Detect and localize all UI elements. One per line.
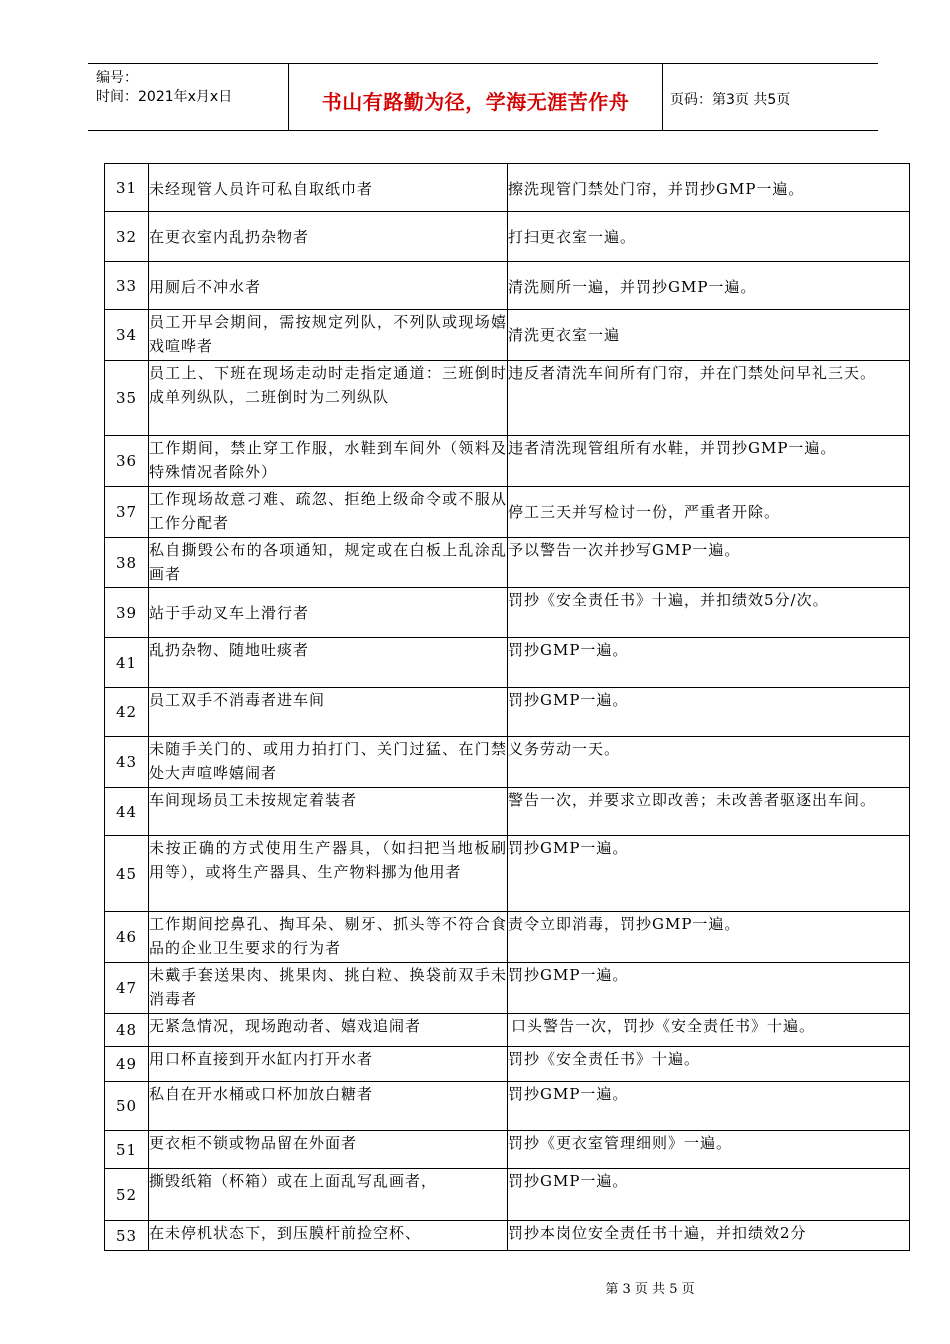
violation-text: 在未停机状态下，到压膜杆前捡空杯、	[149, 1221, 508, 1251]
row-number: 44	[105, 788, 149, 836]
violation-text: 工作期间挖鼻孔、掏耳朵、剔牙、抓头等不符合食品的企业卫生要求的行为者	[149, 912, 508, 963]
table-row	[105, 1131, 910, 1169]
penalty-text: 清洗厕所一遍，并罚抄GMP一遍。	[508, 262, 910, 310]
table-row	[105, 164, 910, 212]
violation-text: 站于手动叉车上滑行者	[149, 588, 508, 638]
table-row	[105, 1014, 910, 1047]
violation-text: 私自在开水桶或口杯加放白糖者	[149, 1082, 508, 1131]
row-number: 39	[105, 588, 149, 638]
document-date: 时间：2021年x月x日	[96, 89, 233, 105]
violation-text: 私自撕毁公布的各项通知，规定或在白板上乱涂乱画者	[149, 538, 508, 588]
penalty-text: 罚抄GMP一遍。	[508, 1082, 910, 1131]
violation-text: 无紧急情况，现场跑动者、嬉戏追闹者	[149, 1014, 508, 1047]
penalty-text: 罚抄GMP一遍。	[508, 638, 910, 688]
violation-text: 员工上、下班在现场走动时走指定通道：三班倒时成单列纵队，二班倒时为二列纵队	[149, 361, 508, 436]
penalty-text: 罚抄GMP一遍。	[508, 688, 910, 737]
violation-text: 在更衣室内乱扔杂物者	[149, 212, 508, 262]
table-row	[105, 688, 910, 737]
row-number: 35	[105, 361, 149, 436]
table-row	[105, 310, 910, 361]
violation-text: 工作期间，禁止穿工作服，水鞋到车间外（领料及特殊情况者除外）	[149, 436, 508, 487]
violation-text: 工作现场故意刁难、疏忽、拒绝上级命令或不服从工作分配者	[149, 487, 508, 538]
row-number: 43	[105, 737, 149, 788]
penalty-text: 打扫更衣室一遍。	[508, 212, 910, 262]
table-row	[105, 588, 910, 638]
rules-table	[104, 163, 910, 1251]
table-row	[105, 1169, 910, 1221]
row-number: 48	[105, 1014, 149, 1047]
penalty-text: 予以警告一次并抄写GMP一遍。	[508, 538, 910, 588]
header-motto: 书山有路勤为径，学海无涯苦作舟	[321, 90, 630, 114]
row-number: 33	[105, 262, 149, 310]
table-row	[105, 487, 910, 538]
header-motto-cell	[288, 64, 663, 130]
row-number: 51	[105, 1131, 149, 1169]
violation-text: 乱扔杂物、随地吐痰者	[149, 638, 508, 688]
penalty-text: 口头警告一次，罚抄《安全责任书》十遍。	[508, 1014, 910, 1047]
row-number: 45	[105, 836, 149, 912]
violation-text: 用厕后不冲水者	[149, 262, 508, 310]
page-header	[88, 63, 878, 131]
violation-text: 未经现管人员许可私自取纸巾者	[149, 164, 508, 212]
row-number: 46	[105, 912, 149, 963]
violation-text: 未按正确的方式使用生产器具，（如扫把当地板刷用等），或将生产器具、生产物料挪为他用者	[149, 836, 508, 912]
row-number: 32	[105, 212, 149, 262]
table-row	[105, 638, 910, 688]
row-number: 50	[105, 1082, 149, 1131]
penalty-text: 停工三天并写检讨一份，严重者开除。	[508, 487, 910, 538]
penalty-text: 擦洗现管门禁处门帘，并罚抄GMP一遍。	[508, 164, 910, 212]
row-number: 31	[105, 164, 149, 212]
table-row	[105, 361, 910, 436]
table-row	[105, 963, 910, 1014]
table-row	[105, 538, 910, 588]
document-code: 编号：	[96, 70, 138, 86]
table-row	[105, 212, 910, 262]
violation-text: 撕毁纸箱（杯箱）或在上面乱写乱画者，	[149, 1169, 508, 1221]
violation-text: 员工双手不消毒者进车间	[149, 688, 508, 737]
penalty-text: 违者清洗现管组所有水鞋，并罚抄GMP一遍。	[508, 436, 910, 487]
header-page-number: 页码：第3页 共5页	[670, 92, 791, 108]
row-number: 52	[105, 1169, 149, 1221]
table-row	[105, 1082, 910, 1131]
penalty-text: 罚抄GMP一遍。	[508, 963, 910, 1014]
table-row	[105, 262, 910, 310]
violation-text: 车间现场员工未按规定着装者	[149, 788, 508, 836]
header-page-cell	[662, 64, 878, 130]
penalty-text: 罚抄GMP一遍。	[508, 1169, 910, 1221]
page-footer: 第 3 页 共 5 页	[605, 1282, 695, 1297]
penalty-text: 违反者清洗车间所有门帘，并在门禁处问早礼三天。	[508, 361, 910, 436]
header-meta	[88, 64, 288, 130]
penalty-text: 罚抄《安全责任书》十遍。	[508, 1047, 910, 1082]
row-number: 49	[105, 1047, 149, 1082]
penalty-text: 义务劳动一天。	[508, 737, 910, 788]
violation-text: 更衣柜不锁或物品留在外面者	[149, 1131, 508, 1169]
violation-text: 员工开早会期间，需按规定列队，不列队或现场嬉戏喧哗者	[149, 310, 508, 361]
row-number: 53	[105, 1221, 149, 1251]
violation-text: 未随手关门的、或用力拍打门、关门过猛、在门禁处大声喧哗嬉闹者	[149, 737, 508, 788]
penalty-text: 罚抄《安全责任书》十遍，并扣绩效5分/次。	[508, 588, 910, 638]
violation-text: 未戴手套送果肉、挑果肉、挑白粒、换袋前双手未消毒者	[149, 963, 508, 1014]
table-row	[105, 737, 910, 788]
table-row	[105, 912, 910, 963]
penalty-text: 罚抄本岗位安全责任书十遍，并扣绩效2分	[508, 1221, 910, 1251]
row-number: 37	[105, 487, 149, 538]
penalty-text: 清洗更衣室一遍	[508, 310, 910, 361]
row-number: 42	[105, 688, 149, 737]
row-number: 36	[105, 436, 149, 487]
violation-text: 用口杯直接到开水缸内打开水者	[149, 1047, 508, 1082]
penalty-text: 罚抄GMP一遍。	[508, 836, 910, 912]
row-number: 38	[105, 538, 149, 588]
penalty-text: 责令立即消毒，罚抄GMP一遍。	[508, 912, 910, 963]
row-number: 41	[105, 638, 149, 688]
table-row	[105, 836, 910, 912]
row-number: 34	[105, 310, 149, 361]
table-row	[105, 1221, 910, 1251]
penalty-text: 警告一次，并要求立即改善；未改善者驱逐出车间。	[508, 788, 910, 836]
table-row	[105, 436, 910, 487]
table-row	[105, 788, 910, 836]
table-row	[105, 1047, 910, 1082]
penalty-text: 罚抄《更衣室管理细则》一遍。	[508, 1131, 910, 1169]
row-number: 47	[105, 963, 149, 1014]
